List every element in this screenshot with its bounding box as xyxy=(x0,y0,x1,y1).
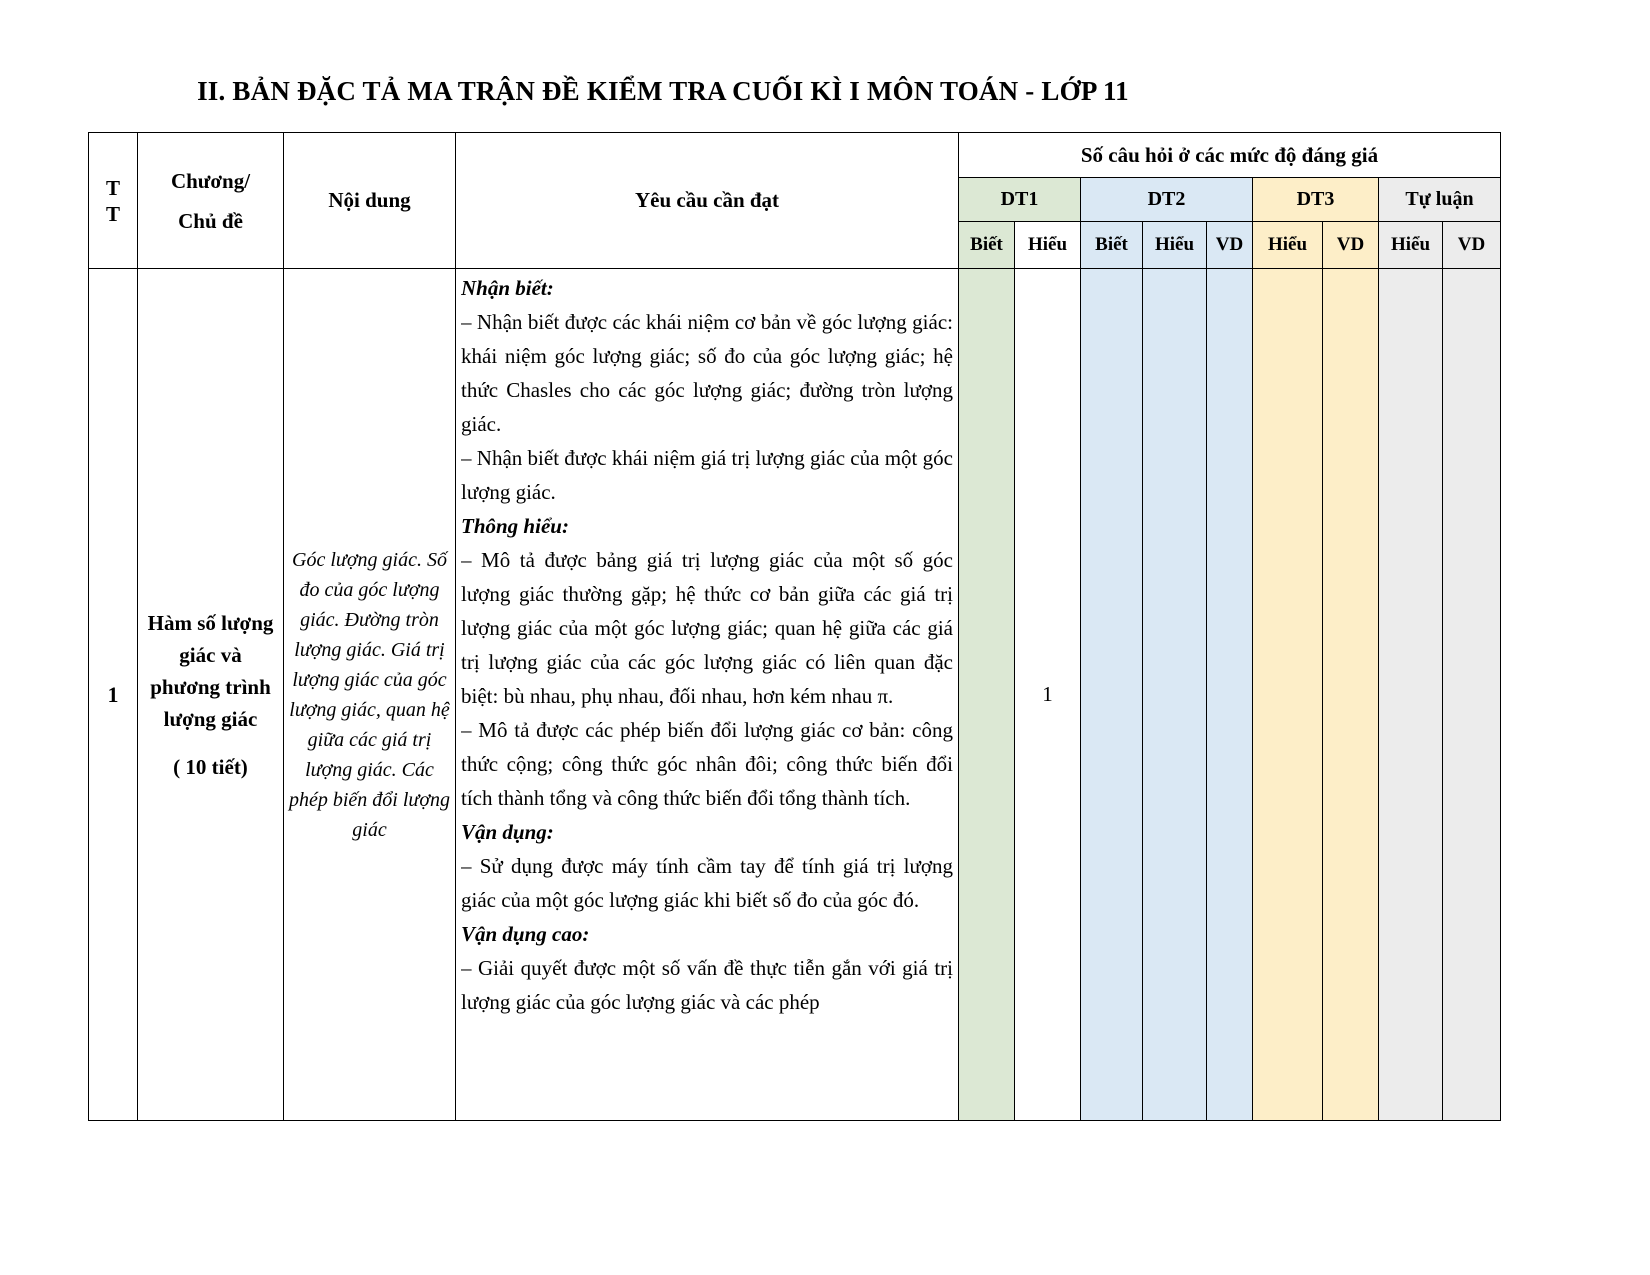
header-tt-line2: T xyxy=(105,201,120,226)
yeu-cau-heading: Vận dụng: xyxy=(461,820,554,844)
count-tl-vd xyxy=(1443,269,1501,1121)
header-row-top xyxy=(89,133,1501,178)
yeu-cau-para: – Mô tả được bảng giá trị lượng giác của một số góc lượng giác thường gặp; hệ thức cơ bản giữa các giá trị lượng giác của một góc lượng giác; quan hệ giữa các giá trị lượng giác của các góc lượng giác có liên quan đặc biệt: bù nhau, phụ nhau, đối nhau, hơn kém nhau π. xyxy=(461,548,953,708)
yeu-cau-para: – Mô tả được các phép biến đổi lượng giác cơ bản: công thức cộng; công thức góc nhân đôi; công thức biến đổi tích thành tổng và công thức biến đổi tổng thành tích. xyxy=(461,718,953,810)
header-tt xyxy=(89,133,138,269)
header-noi-dung: Nội dung xyxy=(284,133,456,269)
yeu-cau-heading: Vận dụng cao: xyxy=(461,922,590,946)
yeu-cau-para: – Giải quyết được một số vấn đề thực tiễn gắn với giá trị lượng giác của góc lượng giác và các phép xyxy=(461,956,953,1014)
header-chuong-line1: Chương/ xyxy=(170,168,251,193)
header-chuong-line2: Chủ đề xyxy=(178,208,243,233)
header-group-dt3: DT3 xyxy=(1253,178,1379,222)
count-dt2-biet xyxy=(1081,269,1143,1121)
header-group-dt2: DT2 xyxy=(1081,178,1253,222)
yeu-cau-para: – Nhận biết được các khái niệm cơ bản về góc lượng giác: khái niệm góc lượng giác; số đo của góc lượng giác; hệ thức Chasles cho các góc lượng giác; đường tròn lượng giác. xyxy=(461,310,953,436)
header-tt-line1: T xyxy=(105,175,120,200)
count-dt1-biet xyxy=(959,269,1015,1121)
header-so-cau-hoi: Số câu hỏi ở các mức độ đáng giá xyxy=(959,133,1501,178)
level-dt1-biet: Biết xyxy=(959,222,1015,269)
level-tl-vd: VD xyxy=(1443,222,1501,269)
level-dt2-hieu: Hiểu xyxy=(1143,222,1207,269)
cell-chu-de xyxy=(138,269,284,1121)
yeu-cau-content xyxy=(461,271,953,1116)
header-chuong-chude xyxy=(138,133,284,269)
count-dt2-hieu xyxy=(1143,269,1207,1121)
level-dt3-vd: VD xyxy=(1323,222,1379,269)
chu-de-title: Hàm số lượng giác và phương trình lượng giác xyxy=(147,610,274,731)
header-group-tu-luan: Tự luận xyxy=(1379,178,1501,222)
count-dt3-hieu xyxy=(1253,269,1323,1121)
chu-de-note: ( 10 tiết) xyxy=(173,754,248,779)
level-dt1-hieu: Hiểu xyxy=(1015,222,1081,269)
cell-noi-dung: Góc lượng giác. Số đo của góc lượng giác. Đường tròn lượng giác. Giá trị lượng giác của góc lượng giác, quan hệ giữa các giá trị lượng giác. Các phép biến đổi lượng giác xyxy=(284,269,456,1121)
yeu-cau-para: – Nhận biết được khái niệm giá trị lượng giác của một góc lượng giác. xyxy=(461,446,953,504)
cell-tt: 1 xyxy=(89,269,138,1121)
level-dt2-vd: VD xyxy=(1207,222,1253,269)
count-dt1-hieu: 1 xyxy=(1015,269,1081,1121)
exam-matrix-table xyxy=(88,132,1501,1121)
yeu-cau-heading: Thông hiểu: xyxy=(461,514,569,538)
table-row xyxy=(89,269,1501,1121)
cell-yeu-cau xyxy=(456,269,959,1121)
yeu-cau-para: – Sử dụng được máy tính cầm tay để tính giá trị lượng giác của một góc lượng giác khi biết số đo của góc đó. xyxy=(461,854,953,912)
level-tl-hieu: Hiểu xyxy=(1379,222,1443,269)
count-tl-hieu xyxy=(1379,269,1443,1121)
page-title: II. BẢN ĐẶC TẢ MA TRẬN ĐỀ KIỂM TRA CUỐI KÌ I MÔN TOÁN - LỚP 11 xyxy=(197,76,1129,106)
count-dt3-vd xyxy=(1323,269,1379,1121)
header-yeu-cau: Yêu cầu cần đạt xyxy=(456,133,959,269)
header-group-dt1: DT1 xyxy=(959,178,1081,222)
yeu-cau-heading: Nhận biết: xyxy=(461,276,554,300)
count-dt2-vd xyxy=(1207,269,1253,1121)
level-dt2-biet: Biết xyxy=(1081,222,1143,269)
level-dt3-hieu: Hiểu xyxy=(1253,222,1323,269)
